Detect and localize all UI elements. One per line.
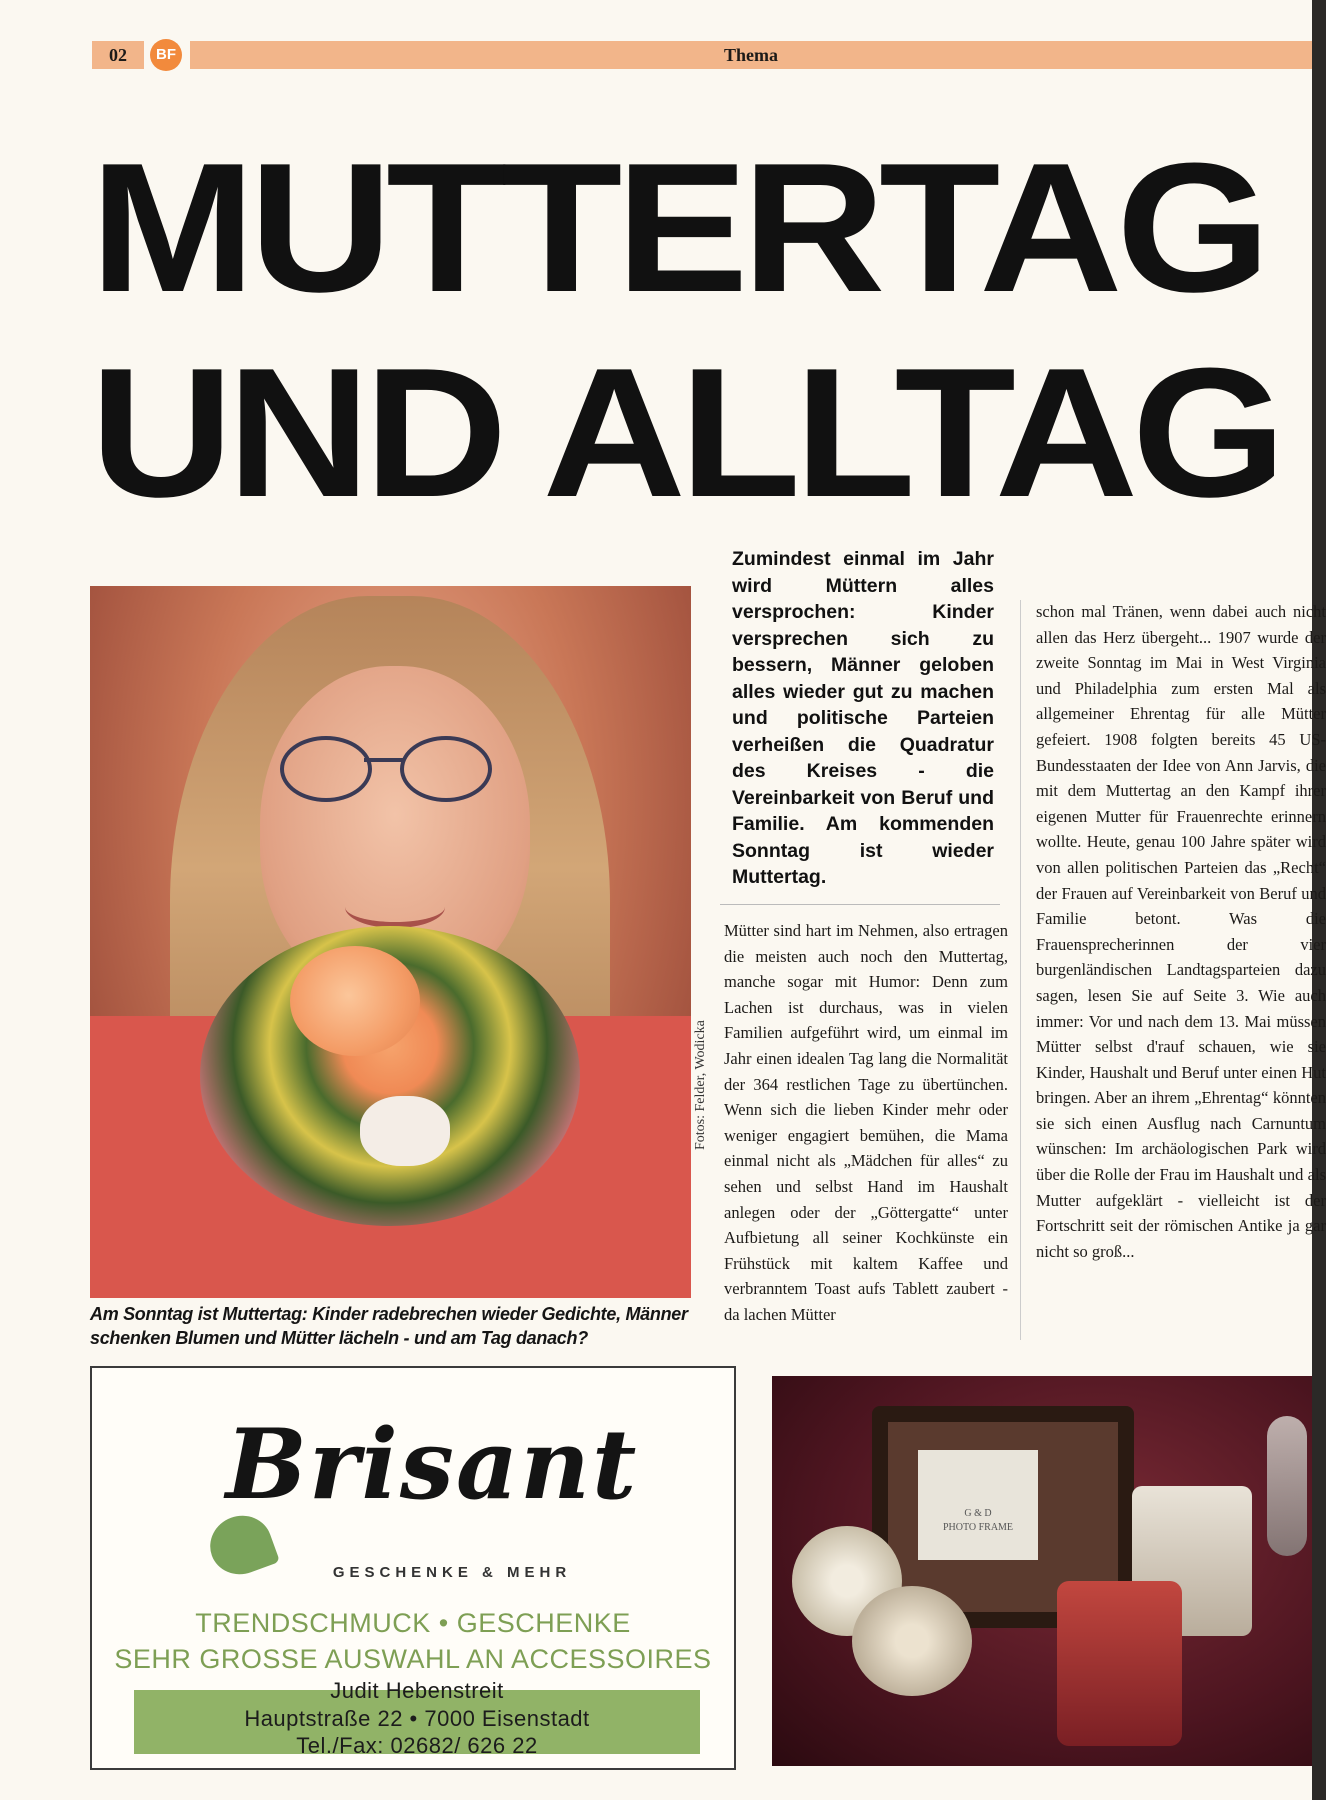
column-divider [1020,600,1021,1340]
ad-slogan-1: TRENDSCHMUCK • GESCHENKE [195,1608,631,1638]
brisant-advertisement [90,1366,736,1770]
ad-tagline: GESCHENKE & MEHR [332,1564,572,1581]
ad-contact-box [134,1678,700,1758]
ad-slogan-2: SEHR GROSSE AUSWAHL AN ACCESSOIRES [114,1644,712,1674]
publication-logo: BF [150,39,182,71]
ad-address: Hauptstraße 22 • 7000 Eisenstadt [244,1706,590,1731]
frame-label: PHOTO FRAME [942,1522,1014,1533]
headline-line-1: MUTTERTAG [90,124,1265,330]
ad-owner-name: Judit Hebenstreit [330,1678,504,1703]
headline-line-2: UND ALLTAG [90,329,1280,535]
page-header [92,41,1312,69]
photo-caption: Am Sonntag ist Muttertag: Kinder radebrechen wieder Gedichte, Männer schenken Blumen und Mütter lächeln - und am Tag danach? [90,1304,688,1348]
glasses-bridge [364,758,404,762]
brisant-logo: Brisant [225,1408,639,1521]
filigree-ball-ornament [852,1586,972,1696]
headline [90,124,1280,535]
page-number: 02 [92,41,144,69]
frame-brand: G & D [964,1508,992,1519]
article-lead: Zumindest einmal im Jahr wird Müttern alles versprochen: Kinder versprechen sich zu bessern, Männer geloben alles wieder gut zu machen und politische Parteien verheißen die Quadratur des Kreises - die Vereinbarkeit von Beruf und Familie. Am kommenden Sonntag ist wieder Muttertag. [732,548,994,888]
photo-smile [345,886,445,928]
glasses-right-lens [400,736,492,802]
red-candle-holder [1057,1581,1182,1746]
gift-products-photo [772,1376,1312,1766]
photo-frame-insert [918,1450,1038,1560]
photo-heart-ornament [360,1096,450,1166]
crystal-pendant [1267,1416,1307,1556]
photo-credit: Fotos: Felder, Wodicka [693,1020,708,1150]
photo-rose [290,946,420,1056]
article-body-column-1: Mütter sind hart im Nehmen, also ertragen die meisten auch noch den Muttertag, manche sogar mit Humor: Denn zum Lachen ist durchaus, was in vielen Familien aufgeführt wird, um einmal im Jahr einen idealen Tag lang die Normalität der 364 restlichen Tage zu übertünchen. Wenn sich die lieben Kinder mehr oder weniger engagiert bemühen, die Mama einmal nicht als „Mädchen für alles“ zu sehen und selbst Hand im Haushalt anlegen oder der „Göttergatte“ unter Aufbietung all seiner Kochkünste ein Frühstück mit kaltem Kaffee und verbranntem Toast aufs Tablett zaubert - da lachen Mütter [724,921,1008,1324]
header-strip [190,41,1312,69]
section-title: Thema [724,45,778,65]
lead-divider [720,904,1000,905]
ad-phone: Tel./Fax: 02682/ 626 22 [296,1733,538,1758]
glasses-left-lens [280,736,372,802]
article-body-column-2: schon mal Tränen, wenn dabei auch nicht allen das Herz übergeht... 1907 wurde der zweite Sonntag im Mai in West Virginia und Philadelphia zum ersten Mal als allgemeiner Ehrentag für alle Mütter gefeiert. 1908 folgten bereits 45 US-Bundesstaaten der Idee von Ann Jarvis, die mit dem Muttertag an den Kampf ihrer eigenen Mutter für Frauenrechte erinnern wollte. Heute, genau 100 Jahre später wird von allen politischen Parteien das „Recht“ der Frauen auf Vereinbarkeit von Beruf und Familie betont. Was die Frauensprecherinnen der vier burgenländischen Landtagsparteien dazu sagen, lesen Sie auf Seite 3. Wie auch immer: Vor und nach dem 13. Mai müssen Mütter selbst d'rauf schauen, wie sie Kinder, Haushalt und Beruf unter einen Hut bringen. Aber an ihrem „Ehrentag“ könnten sie sich einen Ausflug nach Carnuntum wünschen: Im archäologischen Park wird über die Rolle der Frau im Haushalt und als Mutter aufgeklärt - vielleicht ist der Fortschritt seit der römischen Antike ja gar nicht so groß... [1036,602,1326,1261]
girl-with-bouquet-photo [90,586,691,1298]
